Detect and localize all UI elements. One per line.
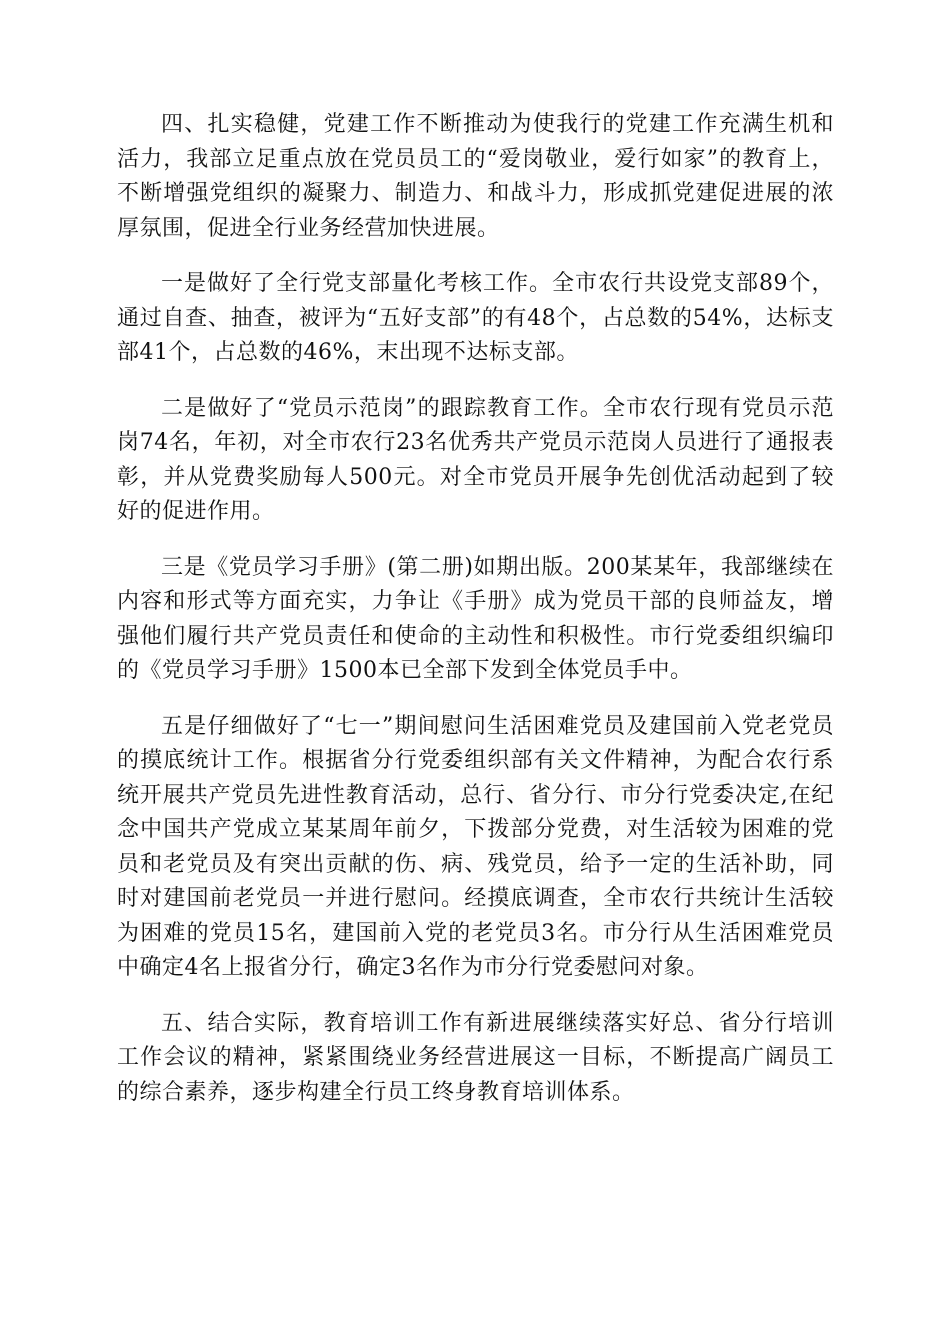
paragraph-july-first-visits: 五是仔细做好了“七一”期间慰问生活困难党员及建国前入党老党员的摸底统计工作。根据省分行党委组织部有关文件精神，为配合农行系统开展共产党员先进性教育活动，总行、省分行、市分行党委决定,在纪念中国共产党成立某某周年前夕，下拨部分党费，对生活较为困难的党员和老党员及有突出贡献的伤、病、残党员，给予一定的生活补助，同时对建国前老党员一并进行慰问。经摸底调查，全市农行共统计生活较为困难的党员15名，建国前入党的老党员3名。市分行从生活困难党员中确定4名上报省分行，确定3名作为市分行党委慰问对象。: [117, 713, 834, 980]
paragraph-model-post: 二是做好了“党员示范岗”的跟踪教育工作。全市农行现有党员示范岗74名，年初，对全市农行23名优秀共产党员示范岗人员进行了通报表彰，并从党费奖励每人500元。对全市党员开展争先创优活动起到了较好的促进作用。: [117, 395, 834, 524]
paragraph-party-building: 四、扎实稳健，党建工作不断推动为使我行的党建工作充满生机和活力，我部立足重点放在党员员工的“爱岗敬业，爱行如家”的教育上，不断增强党组织的凝聚力、制造力、和战斗力，形成抓党建促进展的浓厚氛围，促进全行业务经营加快进展。: [117, 112, 834, 241]
paragraph-education-training: 五、结合实际，教育培训工作有新进展继续落实好总、省分行培训工作会议的精神，紧紧围绕业务经营进展这一目标，不断提高广阔员工的综合素养，逐步构建全行员工终身教育培训体系。: [117, 1010, 834, 1105]
paragraph-branch-assessment: 一是做好了全行党支部量化考核工作。全市农行共设党支部89个，通过自查、抽查，被评为“五好支部”的有48个，占总数的54%，达标支部41个，占总数的46%，末出现不达标支部。: [117, 271, 834, 365]
paragraph-study-handbook: 三是《党员学习手册》(第二册)如期出版。200某某年，我部继续在内容和形式等方面充实，力争让《手册》成为党员干部的良师益友，增强他们履行共产党员责任和使命的主动性和积极性。市行党委组织编印的《党员学习手册》1500本已全部下发到全体党员手中。: [117, 554, 834, 683]
document-body: [117, 108, 834, 1131]
